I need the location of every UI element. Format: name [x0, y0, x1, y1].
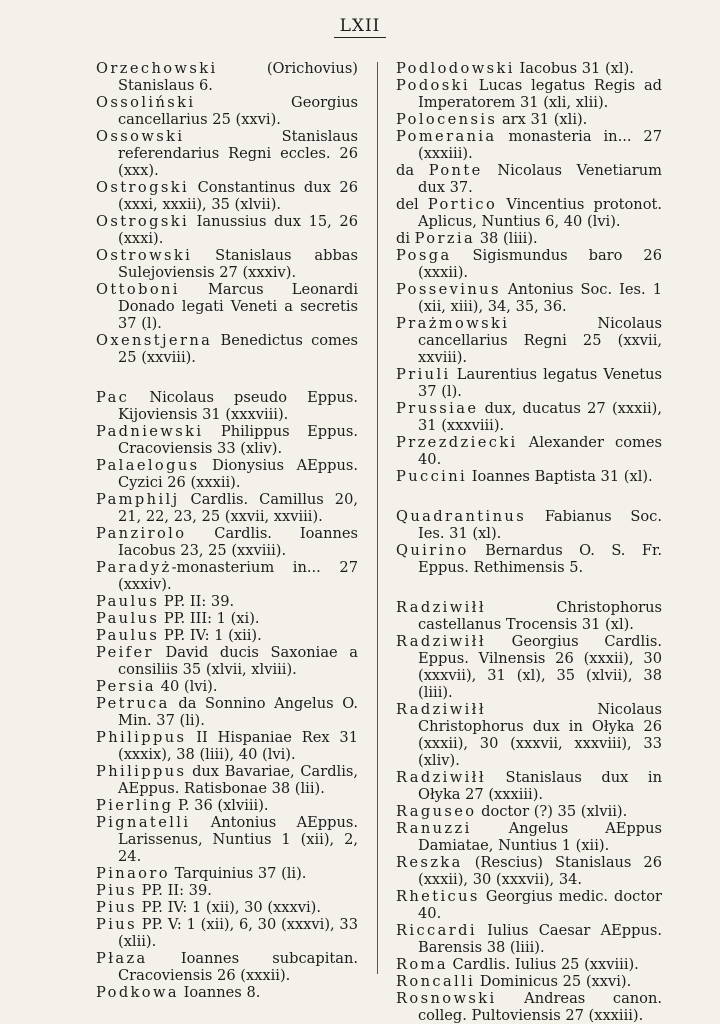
entry-headword: Possevinus [396, 281, 501, 298]
entry-text: Dominicus 25 (xxvi). [475, 973, 632, 990]
entry-headword: Polocensis [396, 111, 498, 128]
entry-headword: Podkowa [96, 984, 179, 1001]
index-entry [396, 128, 662, 162]
index-column-left [96, 60, 358, 1001]
entry-text: (Orichovius) Stanislaus 6. [118, 60, 358, 94]
entry-text: David ducis Saxoniae a consiliis 35 (xlvii, xlviii). [118, 644, 358, 678]
entry-text: Benedictus comes 25 (xxviii). [118, 332, 358, 366]
index-entry [96, 389, 358, 423]
entry-headword: Paulus [96, 610, 160, 627]
entry-text: doctor (?) 35 (xlvii). [476, 803, 628, 820]
entry-headword: Radziwiłł [396, 633, 486, 650]
index-entry [96, 610, 358, 627]
entry-prefix: del [396, 196, 428, 213]
entry-text: Antonius AEppus. Larissenus, Nuntius 1 (xii), 2, 24. [118, 814, 358, 865]
entry-headword: Pamphilj [96, 491, 180, 508]
index-entry [96, 593, 358, 610]
entry-headword: Porzia [414, 230, 476, 247]
index-entry [396, 508, 662, 542]
entry-headword: Pius [96, 882, 137, 899]
entry-text: -monasterium in... 27 (xxxiv). [118, 559, 358, 593]
index-entry [396, 366, 662, 400]
index-entry [396, 701, 662, 769]
entry-text: Lucas legatus Regis ad Imperatorem 31 (xli, xlii). [418, 77, 662, 111]
entry-text: Nicolaus cancellarius Regni 25 (xxvii, xxviii). [418, 315, 662, 366]
index-entry [96, 525, 358, 559]
index-entry [396, 769, 662, 803]
index-entry [96, 644, 358, 678]
entry-text: P. 36 (xlviii). [173, 797, 269, 814]
entry-text: Alexander comes 40. [418, 434, 662, 468]
entry-headword: Pius [96, 899, 137, 916]
entry-headword: Prażmowski [396, 315, 510, 332]
entry-headword: Przezdziecki [396, 434, 518, 451]
index-entry [96, 678, 358, 695]
entry-text: Tarquinius 37 (li). [169, 865, 307, 882]
index-entry [396, 542, 662, 576]
index-entry [396, 922, 662, 956]
entry-text: Bernardus O. S. Fr. Eppus. Rethimensis 5. [418, 542, 662, 576]
entry-headword: Radziwiłł [396, 769, 486, 786]
index-column-right [396, 60, 662, 1024]
index-entry [96, 916, 358, 950]
entry-headword: Roma [396, 956, 448, 973]
index-entry [96, 950, 358, 984]
entry-headword: Posga [396, 247, 452, 264]
entry-headword: Pac [96, 389, 130, 406]
index-entry [396, 468, 662, 485]
entry-text: Laurentius legatus Venetus 37 (l). [418, 366, 662, 400]
entry-headword: Podoski [396, 77, 470, 94]
entry-headword: Ostrogski [96, 213, 190, 230]
entry-headword: Rheticus [396, 888, 480, 905]
entry-headword: Pomerania [396, 128, 497, 145]
entry-text: Christophorus castellanus Trocensis 31 (xl). [418, 599, 662, 633]
index-entry [96, 882, 358, 899]
entry-headword: Riccardi [396, 922, 477, 939]
index-entry [96, 457, 358, 491]
index-entry [396, 196, 662, 230]
entry-text: PP. II: 39. [159, 593, 235, 610]
entry-text: Nicolaus Christophorus dux in Ołyka 26 (xxxii), 30 (xxxvii, xxxviii), 33 (xliv). [418, 701, 662, 769]
entry-headword: Pignatelli [96, 814, 191, 831]
entry-text: Dionysius AEppus. Cyzici 26 (xxxii). [118, 457, 358, 491]
entry-text: Cardlis. Iulius 25 (xxviii). [447, 956, 639, 973]
entry-headword: Petruca [96, 695, 170, 712]
index-entry [96, 281, 358, 332]
entry-headword: Ostrogski [96, 179, 190, 196]
entry-headword: Paulus [96, 627, 160, 644]
entry-text: PP. V: 1 (xii), 6, 30 (xxxvi), 33 (xlii). [118, 916, 358, 950]
entry-prefix: di [396, 230, 415, 247]
entry-headword: Ossowski [96, 128, 185, 145]
entry-headword: Pierling [96, 797, 174, 814]
entry-text: Ioannes 8. [178, 984, 261, 1001]
entry-text: PP. IV: 1 (xii), 30 (xxxvi). [136, 899, 321, 916]
entry-headword: Płaza [96, 950, 148, 967]
index-entry [96, 627, 358, 644]
entry-headword: Reszka [396, 854, 463, 871]
entry-text: Georgius Cardlis. Eppus. Vilnensis 26 (xxxii), 30 (xxxvii), 31 (xl), 35 (xlvii), 38 (liii). [418, 633, 662, 701]
entry-headword: Prussiae [396, 400, 479, 417]
entry-headword: Paradyż [96, 559, 172, 576]
entry-text: PP. III: 1 (xi). [159, 610, 260, 627]
index-entry [96, 247, 358, 281]
entry-text: Stanislaus referendarius Regni eccles. 26 (xxx). [118, 128, 358, 179]
entry-text: Cardlis. Camillus 20, 21, 22, 23, 25 (xxvii, xxviii). [118, 491, 358, 525]
entry-headword: Ottoboni [96, 281, 180, 298]
entry-text: Philippus Eppus. Cracoviensis 33 (xliv). [118, 423, 358, 457]
entry-headword: Raguseo [396, 803, 477, 820]
index-entry [396, 956, 662, 973]
entry-headword: Ranuzzi [396, 820, 472, 837]
entry-text: PP. II: 39. [136, 882, 212, 899]
entry-text: Ianussius dux 15, 26 (xxxi). [118, 213, 358, 247]
index-entry [96, 865, 358, 882]
entry-headword: Roncalli [396, 973, 476, 990]
column-divider [377, 62, 378, 974]
index-entry [96, 213, 358, 247]
index-entry [396, 111, 662, 128]
index-entry [96, 491, 358, 525]
entry-text: II Hispaniae Rex 31 (xxxix), 38 (liii), 40 (lvi). [118, 729, 358, 763]
entry-text: PP. IV: 1 (xii). [159, 627, 262, 644]
index-entry [96, 814, 358, 865]
entry-text: Andreas canon. colleg. Pultoviensis 27 (xxxiii). [418, 990, 662, 1024]
index-entry [396, 434, 662, 468]
index-entry [396, 803, 662, 820]
entry-text: Nicolaus pseudo Eppus. Kijoviensis 31 (xxxviii). [118, 389, 358, 423]
index-entry [396, 599, 662, 633]
entry-text: dux Bavariae, Cardlis, AEppus. Ratisbonae 38 (lii). [118, 763, 358, 797]
entry-text: Sigismundus baro 26 (xxxii). [418, 247, 662, 281]
index-entry [396, 820, 662, 854]
index-entry [396, 888, 662, 922]
entry-headword: Peifer [96, 644, 154, 661]
entry-text: Ioannes Baptista 31 (xl). [467, 468, 653, 485]
entry-headword: Paulus [96, 593, 160, 610]
entry-headword: Pinaoro [96, 865, 170, 882]
index-entry [96, 763, 358, 797]
entry-headword: Oxenstjerna [96, 332, 213, 349]
entry-text: Antonius Soc. Ies. 1 (xii, xiii), 34, 35, 36. [418, 281, 662, 315]
entry-headword: Ossoliński [96, 94, 196, 111]
entry-text: dux, ducatus 27 (xxxii), 31 (xxxviii). [418, 400, 662, 434]
entry-text: Georgius cancellarius 25 (xxvi). [118, 94, 358, 128]
entry-text: Iulius Caesar AEppus. Barensis 38 (liii). [418, 922, 662, 956]
index-entry [96, 332, 358, 366]
index-entry [96, 60, 358, 94]
entry-text: Nicolaus Venetiarum dux 37. [418, 162, 662, 196]
index-entry [396, 230, 662, 247]
index-entry [396, 973, 662, 990]
entry-text: Angelus AEppus Damiatae, Nuntius 1 (xii). [418, 820, 662, 854]
entry-text: monasteria in... 27 (xxxiii). [418, 128, 662, 162]
entry-headword: Orzechowski [96, 60, 218, 77]
index-entry [96, 899, 358, 916]
entry-headword: Persia [96, 678, 157, 695]
entry-text: da Sonnino Angelus O. Min. 37 (li). [118, 695, 358, 729]
index-entry [96, 695, 358, 729]
entry-text: Fabianus Soc. Ies. 31 (xl). [418, 508, 662, 542]
index-entry [396, 854, 662, 888]
entry-headword: Quadrantinus [396, 508, 527, 525]
entry-headword: Quirino [396, 542, 469, 559]
entry-text: Georgius medic. doctor 40. [418, 888, 662, 922]
page-number: LXII [334, 16, 387, 38]
entry-text: Ioannes subcapitan. Cracoviensis 26 (xxxii). [118, 950, 358, 984]
index-entry [396, 633, 662, 701]
entry-headword: Radziwiłł [396, 701, 486, 718]
index-entry [396, 60, 662, 77]
entry-headword: Rosnowski [396, 990, 497, 1007]
index-entry [96, 797, 358, 814]
entry-text: arx 31 (xli). [497, 111, 588, 128]
entry-headword: Philippus [96, 729, 187, 746]
entry-text: Stanislaus abbas Sulejoviensis 27 (xxxiv). [118, 247, 358, 281]
entry-text: 40 (lvi). [156, 678, 218, 695]
entry-headword: Panzirolo [96, 525, 187, 542]
entry-headword: Puccini [396, 468, 468, 485]
entry-headword: Podlodowski [396, 60, 515, 77]
index-entry [396, 247, 662, 281]
entry-text: Vincentius protonot. Aplicus, Nuntius 6, 40 (lvi). [418, 196, 662, 230]
entry-text: (Rescius) Stanislaus 26 (xxxii), 30 (xxxvii), 34. [418, 854, 662, 888]
entry-headword: Priuli [396, 366, 451, 383]
entry-headword: Philippus [96, 763, 187, 780]
entry-headword: Pius [96, 916, 137, 933]
entry-headword: Ostrowski [96, 247, 193, 264]
entry-text: Iacobus 31 (xl). [514, 60, 634, 77]
index-entry [96, 984, 358, 1001]
index-entry [96, 128, 358, 179]
entry-text: Cardlis. Ioannes Iacobus 23, 25 (xxviii). [118, 525, 358, 559]
entry-prefix: da [396, 162, 429, 179]
entry-text: Marcus Leonardi Donado legati Veneti a secretis 37 (l). [118, 281, 358, 332]
entry-text: 38 (liii). [475, 230, 538, 247]
entry-text: Constantinus dux 26 (xxxi, xxxii), 35 (xlvii). [118, 179, 358, 213]
entry-headword: Radziwiłł [396, 599, 486, 616]
index-entry [396, 77, 662, 111]
index-entry [396, 281, 662, 315]
index-entry [96, 94, 358, 128]
index-entry [396, 162, 662, 196]
index-entry [396, 400, 662, 434]
index-entry [96, 559, 358, 593]
entry-headword: Palaelogus [96, 457, 200, 474]
entry-headword: Padniewski [96, 423, 204, 440]
page-header [0, 16, 720, 38]
entry-headword: Portico [427, 196, 498, 213]
index-entry [396, 315, 662, 366]
entry-headword: Ponte [428, 162, 483, 179]
entry-text: Stanislaus dux in Ołyka 27 (xxxiii). [418, 769, 662, 803]
index-entry [96, 423, 358, 457]
index-entry [96, 179, 358, 213]
index-entry [96, 729, 358, 763]
